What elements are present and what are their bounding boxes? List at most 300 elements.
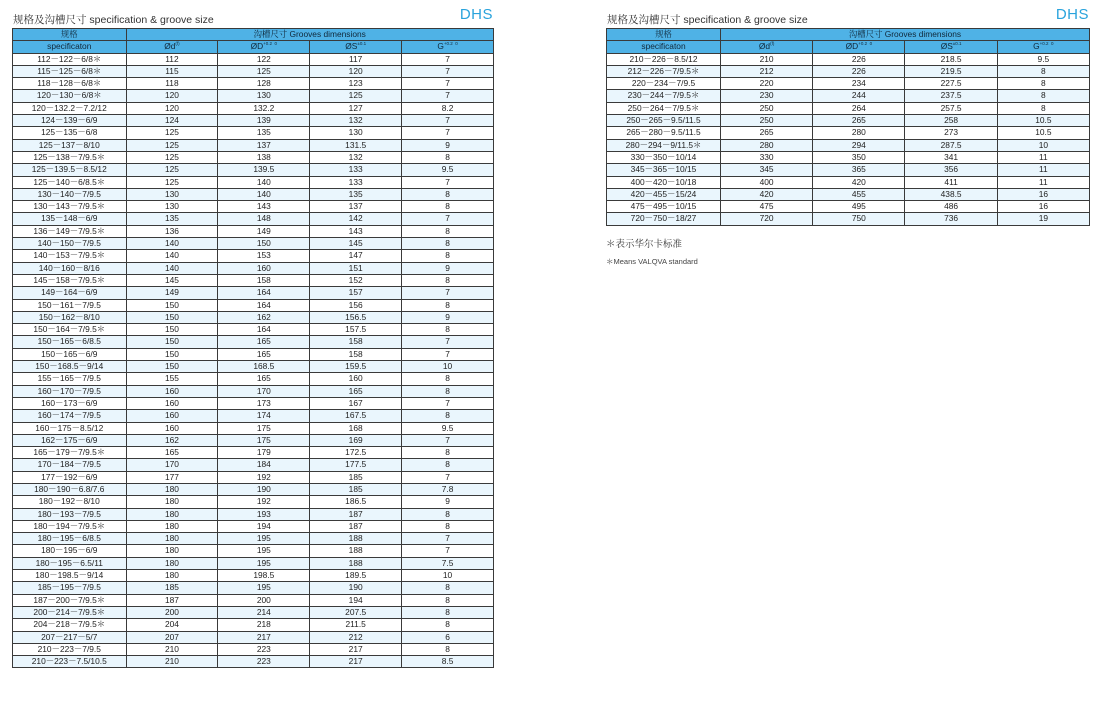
table-row	[13, 53, 494, 65]
cell-G: 7	[402, 53, 494, 65]
table-row	[13, 447, 494, 459]
cell-G: 10	[402, 570, 494, 582]
cell-d: 120	[126, 90, 218, 102]
cell-S: 273	[905, 127, 997, 139]
header-spec-group: 规格	[13, 29, 127, 41]
cell-d: 720	[720, 213, 812, 225]
table-row	[13, 656, 494, 668]
cell-d: 135	[126, 213, 218, 225]
table-row	[13, 643, 494, 655]
cell-spec: 124－139－6/9	[13, 115, 127, 127]
cell-G: 19	[997, 213, 1089, 225]
cell-D: 234	[813, 78, 905, 90]
cell-D: 138	[218, 151, 310, 163]
cell-spec: 120－130－6/8＊	[13, 90, 127, 102]
cell-S: 157.5	[310, 324, 402, 336]
cell-d: 140	[126, 250, 218, 262]
cell-spec: 345－365－10/15	[607, 164, 721, 176]
cell-D: 165	[218, 336, 310, 348]
cell-G: 7	[402, 90, 494, 102]
cell-spec: 145－158－7/9.5＊	[13, 274, 127, 286]
cell-S: 137	[310, 201, 402, 213]
cell-S: 157	[310, 287, 402, 299]
header-spec: specificaton	[607, 41, 721, 53]
table-row	[13, 496, 494, 508]
cell-S: 438.5	[905, 188, 997, 200]
cell-D: 195	[218, 545, 310, 557]
cell-G: 11	[997, 151, 1089, 163]
cell-D: 140	[218, 176, 310, 188]
cell-spec: 150－161－7/9.5	[13, 299, 127, 311]
cell-spec: 212－226－7/9.5＊	[607, 65, 721, 77]
cell-spec: 165－179－7/9.5＊	[13, 447, 127, 459]
cell-G: 11	[997, 176, 1089, 188]
cell-spec: 160－175－8.5/12	[13, 422, 127, 434]
footnote-en: ＊Means VALQVA standard	[606, 256, 698, 266]
cell-spec: 180－192－8/10	[13, 496, 127, 508]
cell-d: 115	[126, 65, 218, 77]
cell-d: 420	[720, 188, 812, 200]
cell-S: 219.5	[905, 65, 997, 77]
cell-D: 140	[218, 188, 310, 200]
cell-D: 193	[218, 508, 310, 520]
cell-D: 168.5	[218, 361, 310, 373]
cell-S: 169	[310, 434, 402, 446]
cell-G: 9	[402, 496, 494, 508]
table-body	[13, 53, 494, 668]
table-row	[13, 65, 494, 77]
cell-d: 230	[720, 90, 812, 102]
cell-S: 217	[310, 643, 402, 655]
table-row	[13, 557, 494, 569]
cell-G: 8	[402, 274, 494, 286]
cell-G: 8	[402, 201, 494, 213]
cell-spec: 200－214－7/9.5＊	[13, 606, 127, 618]
cell-G: 7	[402, 434, 494, 446]
cell-G: 10	[402, 361, 494, 373]
cell-G: 9.5	[402, 164, 494, 176]
cell-spec: 150－162－8/10	[13, 311, 127, 323]
cell-G: 10	[997, 139, 1089, 151]
cell-d: 180	[126, 570, 218, 582]
cell-D: 195	[218, 557, 310, 569]
header-d-label: Ød	[164, 41, 176, 52]
cell-spec: 280－294－9/11.5＊	[607, 139, 721, 151]
cell-d: 210	[720, 53, 812, 65]
table-row	[13, 115, 494, 127]
header-d-label: Ød	[758, 41, 771, 52]
table-row	[13, 90, 494, 102]
cell-S: 237.5	[905, 90, 997, 102]
cell-D: 750	[813, 213, 905, 225]
cell-D: 128	[218, 78, 310, 90]
cell-d: 125	[126, 164, 218, 176]
cell-spec: 162－175－6/9	[13, 434, 127, 446]
cell-spec: 160－170－7/9.5	[13, 385, 127, 397]
cell-D: 365	[813, 164, 905, 176]
cell-S: 131.5	[310, 139, 402, 151]
cell-spec: 187－200－7/9.5＊	[13, 594, 127, 606]
cell-S: 190	[310, 582, 402, 594]
cell-S: 185	[310, 471, 402, 483]
cell-D: 218	[218, 619, 310, 631]
cell-D: 214	[218, 606, 310, 618]
cell-G: 8	[402, 373, 494, 385]
table-row	[13, 311, 494, 323]
cell-D: 135	[218, 127, 310, 139]
cell-spec: 210－226－8.5/12	[607, 53, 721, 65]
table-row	[13, 213, 494, 225]
header-spec-group: 规格	[607, 29, 721, 41]
cell-D: 223	[218, 656, 310, 668]
cell-G: 7.5	[402, 557, 494, 569]
cell-d: 265	[720, 127, 812, 139]
cell-spec: 210－223－7/9.5	[13, 643, 127, 655]
cell-spec: 160－173－6/9	[13, 397, 127, 409]
cell-S: 218.5	[905, 53, 997, 65]
cell-d: 180	[126, 483, 218, 495]
header-S-label: ØS	[345, 41, 358, 52]
cell-G: 8.5	[402, 656, 494, 668]
cell-spec: 125－137－8/10	[13, 139, 127, 151]
cell-spec: 130－143－7/9.5＊	[13, 201, 127, 213]
cell-d: 180	[126, 508, 218, 520]
cell-S: 217	[310, 656, 402, 668]
cell-spec: 420－455－15/24	[607, 188, 721, 200]
table-row	[13, 348, 494, 360]
cell-D: 139	[218, 115, 310, 127]
cell-D: 217	[218, 631, 310, 643]
cell-S: 188	[310, 557, 402, 569]
table-row	[13, 471, 494, 483]
cell-d: 160	[126, 385, 218, 397]
cell-D: 150	[218, 238, 310, 250]
cell-S: 132	[310, 151, 402, 163]
cell-S: 411	[905, 176, 997, 188]
header-spec: specificaton	[13, 41, 127, 53]
cell-D: 149	[218, 225, 310, 237]
table-row	[13, 385, 494, 397]
table-row	[13, 410, 494, 422]
table-row	[607, 188, 1090, 200]
cell-S: 168	[310, 422, 402, 434]
cell-spec: 250－264－7/9.5＊	[607, 102, 721, 114]
cell-G: 7	[402, 545, 494, 557]
cell-S: 151	[310, 262, 402, 274]
cell-D: 160	[218, 262, 310, 274]
cell-G: 8	[402, 582, 494, 594]
cell-S: 158	[310, 348, 402, 360]
cell-S: 187	[310, 508, 402, 520]
panel-header	[12, 6, 494, 28]
cell-D: 190	[218, 483, 310, 495]
header-D	[813, 41, 905, 53]
cell-G: 7	[402, 348, 494, 360]
table-row	[13, 582, 494, 594]
cell-D: 495	[813, 201, 905, 213]
cell-d: 118	[126, 78, 218, 90]
cell-G: 16	[997, 188, 1089, 200]
table-row	[607, 65, 1090, 77]
cell-spec: 125－140－6/8.5＊	[13, 176, 127, 188]
cell-spec: 140－150－7/9.5	[13, 238, 127, 250]
table-header-row	[607, 41, 1090, 53]
cell-S: 120	[310, 65, 402, 77]
table-row	[13, 520, 494, 532]
brand-logo: DHS	[459, 6, 493, 23]
cell-D: 164	[218, 287, 310, 299]
cell-G: 8	[402, 385, 494, 397]
footnote-cn: ＊表示华尔卡标准	[606, 238, 683, 250]
cell-D: 265	[813, 115, 905, 127]
cell-G: 8	[402, 188, 494, 200]
cell-S: 186.5	[310, 496, 402, 508]
table-row	[13, 422, 494, 434]
cell-spec: 265－280－9.5/11.5	[607, 127, 721, 139]
header-G-label: G	[437, 41, 444, 52]
spec-table	[12, 28, 494, 668]
header-dims-group: 沟槽尺寸 Grooves dimensions	[126, 29, 493, 41]
cell-G: 7	[402, 127, 494, 139]
cell-spec: 220－234－7/9.5	[607, 78, 721, 90]
cell-d: 130	[126, 201, 218, 213]
cell-S: 160	[310, 373, 402, 385]
header-d	[126, 41, 218, 53]
cell-d: 150	[126, 299, 218, 311]
cell-d: 180	[126, 496, 218, 508]
table-row	[13, 533, 494, 545]
cell-S: 165	[310, 385, 402, 397]
cell-G: 7	[402, 471, 494, 483]
cell-d: 125	[126, 151, 218, 163]
cell-d: 170	[126, 459, 218, 471]
cell-S: 211.5	[310, 619, 402, 631]
table-row	[607, 53, 1090, 65]
cell-spec: 149－164－6/9	[13, 287, 127, 299]
cell-G: 9	[402, 139, 494, 151]
table-body	[607, 53, 1090, 225]
cell-spec: 720－750－18/27	[607, 213, 721, 225]
cell-D: 223	[218, 643, 310, 655]
cell-D: 173	[218, 397, 310, 409]
header-D-tolerance: +0.2 0	[263, 41, 278, 47]
cell-D: 280	[813, 127, 905, 139]
cell-d: 250	[720, 102, 812, 114]
cell-D: 143	[218, 201, 310, 213]
cell-d: 124	[126, 115, 218, 127]
cell-d: 160	[126, 410, 218, 422]
cell-D: 226	[813, 53, 905, 65]
cell-S: 125	[310, 90, 402, 102]
cell-d: 180	[126, 557, 218, 569]
right-panel	[606, 6, 1090, 267]
cell-G: 7	[402, 287, 494, 299]
cell-d: 120	[126, 102, 218, 114]
cell-G: 7	[402, 397, 494, 409]
header-S	[905, 41, 997, 53]
cell-spec: 136－149－7/9.5＊	[13, 225, 127, 237]
cell-d: 125	[126, 176, 218, 188]
cell-spec: 204－218－7/9.5＊	[13, 619, 127, 631]
cell-G: 8	[402, 594, 494, 606]
table-row	[13, 373, 494, 385]
cell-spec: 250－265－9.5/11.5	[607, 115, 721, 127]
cell-S: 356	[905, 164, 997, 176]
cell-d: 330	[720, 151, 812, 163]
cell-G: 8	[997, 102, 1089, 114]
cell-S: 132	[310, 115, 402, 127]
table-row	[13, 287, 494, 299]
spec-table	[606, 28, 1090, 226]
table-row	[13, 606, 494, 618]
cell-spec: 170－184－7/9.5	[13, 459, 127, 471]
cell-G: 8	[402, 459, 494, 471]
cell-S: 188	[310, 533, 402, 545]
cell-spec: 115－125－6/8＊	[13, 65, 127, 77]
table-row	[13, 508, 494, 520]
cell-S: 185	[310, 483, 402, 495]
cell-spec: 180－195－6.5/11	[13, 557, 127, 569]
cell-G: 7	[402, 115, 494, 127]
cell-G: 7	[402, 78, 494, 90]
cell-d: 140	[126, 262, 218, 274]
header-D	[218, 41, 310, 53]
cell-spec: 118－128－6/8＊	[13, 78, 127, 90]
cell-D: 175	[218, 434, 310, 446]
table-row	[13, 459, 494, 471]
cell-G: 8	[997, 65, 1089, 77]
cell-D: 244	[813, 90, 905, 102]
cell-spec: 125－138－7/9.5＊	[13, 151, 127, 163]
table-row	[13, 225, 494, 237]
cell-G: 8	[402, 151, 494, 163]
cell-D: 139.5	[218, 164, 310, 176]
table-row	[13, 201, 494, 213]
cell-d: 130	[126, 188, 218, 200]
cell-S: 152	[310, 274, 402, 286]
table-row	[13, 619, 494, 631]
cell-spec: 210－223－7.5/10.5	[13, 656, 127, 668]
table-row	[607, 176, 1090, 188]
cell-S: 159.5	[310, 361, 402, 373]
header-S	[310, 41, 402, 53]
cell-S: 189.5	[310, 570, 402, 582]
cell-d: 150	[126, 311, 218, 323]
cell-spec: 140－160－8/16	[13, 262, 127, 274]
cell-spec: 150－164－7/9.5＊	[13, 324, 127, 336]
table-row	[607, 102, 1090, 114]
cell-spec: 130－140－7/9.5	[13, 188, 127, 200]
cell-D: 148	[218, 213, 310, 225]
cell-d: 150	[126, 361, 218, 373]
header-S-tolerance: ±0.1	[357, 41, 367, 47]
cell-D: 192	[218, 496, 310, 508]
cell-d: 162	[126, 434, 218, 446]
cell-G: 11	[997, 164, 1089, 176]
cell-S: 167	[310, 397, 402, 409]
cell-d: 149	[126, 287, 218, 299]
cell-spec: 207－217－5/7	[13, 631, 127, 643]
table-header-group-row	[607, 29, 1090, 41]
header-D-label: ØD	[250, 41, 264, 52]
cell-d: 140	[126, 238, 218, 250]
cell-G: 16	[997, 201, 1089, 213]
cell-d: 177	[126, 471, 218, 483]
cell-D: 122	[218, 53, 310, 65]
cell-S: 257.5	[905, 102, 997, 114]
cell-D: 198.5	[218, 570, 310, 582]
header-d	[720, 41, 812, 53]
page-title: 规格及沟槽尺寸 specification & groove size	[607, 14, 808, 26]
cell-D: 226	[813, 65, 905, 77]
cell-d: 207	[126, 631, 218, 643]
table-row	[13, 176, 494, 188]
cell-D: 264	[813, 102, 905, 114]
header-dims-group: 沟槽尺寸 Grooves dimensions	[720, 29, 1089, 41]
cell-d: 125	[126, 127, 218, 139]
table-row	[13, 397, 494, 409]
cell-d: 150	[126, 348, 218, 360]
cell-spec: 135－148－6/9	[13, 213, 127, 225]
cell-d: 475	[720, 201, 812, 213]
cell-S: 133	[310, 164, 402, 176]
cell-G: 8	[402, 619, 494, 631]
cell-S: 207.5	[310, 606, 402, 618]
table-row	[13, 594, 494, 606]
table-row	[13, 361, 494, 373]
cell-D: 158	[218, 274, 310, 286]
table-row	[13, 188, 494, 200]
cell-d: 165	[126, 447, 218, 459]
cell-S: 287.5	[905, 139, 997, 151]
cell-G: 8	[997, 90, 1089, 102]
cell-S: 135	[310, 188, 402, 200]
cell-G: 7	[402, 65, 494, 77]
table-row	[13, 570, 494, 582]
cell-S: 188	[310, 545, 402, 557]
cell-d: 125	[126, 139, 218, 151]
table-header-row	[13, 41, 494, 53]
cell-spec: 230－244－7/9.5＊	[607, 90, 721, 102]
cell-d: 180	[126, 520, 218, 532]
brand-logo: DHS	[1055, 6, 1089, 23]
table-row	[13, 151, 494, 163]
header-D-tolerance: +0.2 0	[858, 41, 873, 47]
header-G	[997, 41, 1089, 53]
cell-S: 486	[905, 201, 997, 213]
table-row	[13, 164, 494, 176]
cell-S: 143	[310, 225, 402, 237]
cell-D: 170	[218, 385, 310, 397]
table-row	[13, 102, 494, 114]
cell-d: 136	[126, 225, 218, 237]
cell-S: 227.5	[905, 78, 997, 90]
cell-spec: 185－195－7/9.5	[13, 582, 127, 594]
cell-S: 117	[310, 53, 402, 65]
header-D-label: ØD	[845, 41, 859, 52]
cell-S: 187	[310, 520, 402, 532]
cell-d: 155	[126, 373, 218, 385]
cell-D: 125	[218, 65, 310, 77]
cell-d: 185	[126, 582, 218, 594]
cell-d: 204	[126, 619, 218, 631]
table-row	[607, 213, 1090, 225]
cell-S: 123	[310, 78, 402, 90]
cell-D: 130	[218, 90, 310, 102]
panel-header	[606, 6, 1090, 28]
cell-d: 180	[126, 533, 218, 545]
cell-S: 258	[905, 115, 997, 127]
